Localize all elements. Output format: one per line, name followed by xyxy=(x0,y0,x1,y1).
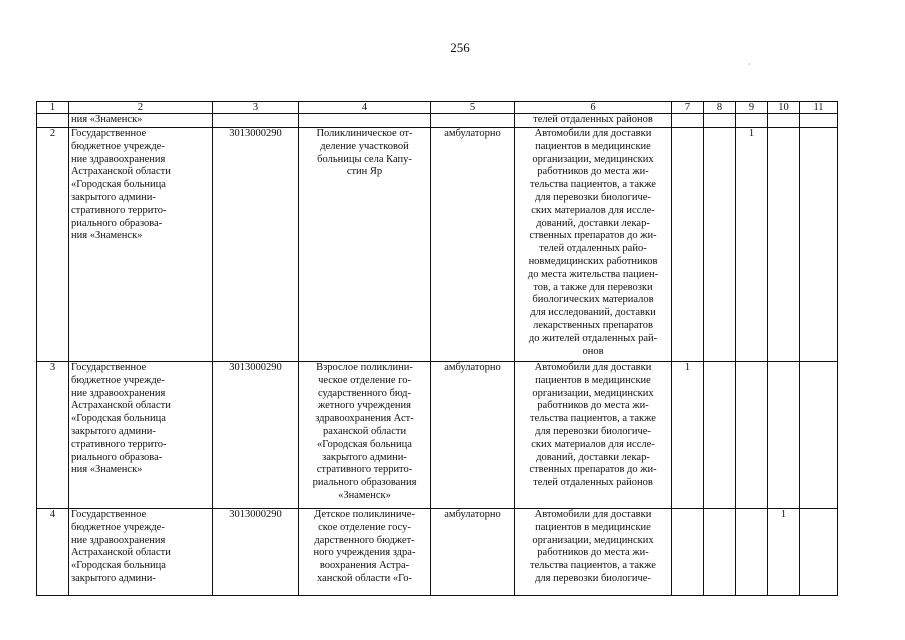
structural-unit xyxy=(299,362,431,509)
column-number-6: 6 xyxy=(515,102,672,114)
institution-code: 3013000290 xyxy=(213,128,299,362)
structural-unit-line: воохранения Астра- xyxy=(319,560,410,572)
vehicle-purpose-line: ственных препаратов до жи- xyxy=(529,464,657,476)
vehicle-purpose-line: организации, медицинских xyxy=(532,387,654,399)
vehicle-purpose-line: организации, медицинских xyxy=(532,534,654,546)
column-number-10: 10 xyxy=(768,102,800,114)
vehicle-purpose-line: для перевозки биологиче- xyxy=(535,425,651,437)
continuation-cell-9 xyxy=(736,114,768,128)
organization-name xyxy=(69,362,213,509)
vehicle-purpose-line: онов xyxy=(582,345,604,357)
vehicle-purpose-line: Автомобили для доставки xyxy=(534,509,652,520)
vehicle-purpose-line: дований, доставки лекар- xyxy=(536,217,650,229)
vehicle-purpose-line: Автомобили для доставки xyxy=(534,128,652,139)
structural-unit-line: жетного учреждения xyxy=(318,400,411,412)
organization-name-line: «Городская больница xyxy=(71,560,166,572)
count-col-9 xyxy=(736,362,768,509)
count-col-10: 1 xyxy=(768,509,800,596)
organization-name-line: ния «Знаменск» xyxy=(71,464,143,476)
organization-name-line: ние здравоохранения xyxy=(71,387,166,399)
organization-name-line: Астраханской области xyxy=(71,166,171,178)
count-col-9 xyxy=(736,509,768,596)
count-col-8 xyxy=(704,362,736,509)
column-number-header-row xyxy=(37,102,838,114)
structural-unit-line: деление участковой xyxy=(320,140,409,152)
structural-unit-line: больницы села Капу- xyxy=(317,153,412,165)
count-col-8 xyxy=(704,128,736,362)
column-number-11: 11 xyxy=(800,102,838,114)
vehicle-purpose-line: пациентов в медицинские xyxy=(535,521,651,533)
count-col-7: 1 xyxy=(672,362,704,509)
vehicle-purpose-line: тельства пациентов, а также xyxy=(530,560,656,572)
vehicle-purpose-line: до места жительства пациен- xyxy=(527,268,659,280)
vehicle-purpose-line: пациентов в медицинские xyxy=(535,374,651,386)
structural-unit-line: дарственного бюджет- xyxy=(314,534,415,546)
row-number: 3 xyxy=(37,362,69,509)
continuation-cell-11 xyxy=(800,114,838,128)
table-row xyxy=(37,362,838,509)
structural-unit-line: раханской области xyxy=(322,425,407,437)
column-number-7: 7 xyxy=(672,102,704,114)
vehicle-purpose-line: ственных препаратов до жи- xyxy=(529,230,657,242)
structural-unit-line: ческое отделение го- xyxy=(318,374,411,386)
column-number-2: 2 xyxy=(69,102,213,114)
count-col-10 xyxy=(768,128,800,362)
vehicle-purpose-line: для исследований, доставки xyxy=(530,307,656,319)
table-row xyxy=(37,509,838,596)
count-col-7 xyxy=(672,128,704,362)
row-number: 4 xyxy=(37,509,69,596)
vehicle-purpose-line: тельства пациентов, а также xyxy=(530,413,656,425)
organization-name-line: стративного террито- xyxy=(71,438,167,450)
count-col-8 xyxy=(704,509,736,596)
organization-name-line: Государственное xyxy=(71,362,147,373)
vehicle-purpose-line: для перевозки биологиче- xyxy=(535,191,651,203)
page-number: 256 xyxy=(450,40,470,55)
count-col-11 xyxy=(800,128,838,362)
continuation-purpose-cell: телей отдаленных районов xyxy=(515,114,672,128)
organization-name-line: ние здравоохранения xyxy=(71,534,166,546)
row-number: 2 xyxy=(37,128,69,362)
continuation-cell-10 xyxy=(768,114,800,128)
vehicle-purpose-line: телей отдаленных райо- xyxy=(539,243,647,255)
organization-name-line: Государственное xyxy=(71,128,147,139)
vehicle-purpose-line: работников до места жи- xyxy=(537,166,649,178)
vehicle-purpose-line: работников до места жи- xyxy=(537,400,649,412)
continuation-mode-cell xyxy=(431,114,515,128)
organization-name xyxy=(69,509,213,596)
column-number-8: 8 xyxy=(704,102,736,114)
vehicle-purpose-line: тельства пациентов, а также xyxy=(530,179,656,191)
structural-unit xyxy=(299,509,431,596)
institution-code: 3013000290 xyxy=(213,362,299,509)
structural-unit-line: ское отделение госу- xyxy=(318,521,411,533)
organization-name-line: риального образова- xyxy=(71,451,163,463)
structural-unit-line: Взрослое поликлини- xyxy=(316,362,413,373)
continuation-code-cell xyxy=(213,114,299,128)
vehicle-purpose xyxy=(515,362,672,509)
care-mode: амбулаторно xyxy=(431,362,515,509)
organization-name-line: закрытого админи- xyxy=(71,572,156,584)
organization-name-line: Астраханской области xyxy=(71,547,171,559)
vehicle-purpose-line: тов, а также для перевозки xyxy=(533,281,653,293)
vehicle-purpose-line: Автомобили для доставки xyxy=(534,362,652,373)
organization-name-line: закрытого админи- xyxy=(71,425,156,437)
vehicle-purpose-line: пациентов в медицинские xyxy=(535,140,651,152)
vehicle-purpose xyxy=(515,509,672,596)
care-mode: амбулаторно xyxy=(431,128,515,362)
care-mode: амбулаторно xyxy=(431,509,515,596)
column-number-4: 4 xyxy=(299,102,431,114)
count-col-9: 1 xyxy=(736,128,768,362)
vehicle-purpose-line: биологических материалов xyxy=(532,294,654,306)
structural-unit-line: риального образования xyxy=(312,477,417,489)
structural-unit-line: сударственного бюд- xyxy=(317,387,412,399)
organization-name xyxy=(69,128,213,362)
vehicle-allocation-table xyxy=(36,101,838,596)
structural-unit-line: «Городская больница xyxy=(317,438,412,450)
continuation-row xyxy=(37,114,838,128)
column-number-9: 9 xyxy=(736,102,768,114)
organization-name-line: «Городская больница xyxy=(71,179,166,191)
organization-name-line: бюджетное учрежде- xyxy=(71,374,165,386)
structural-unit-line: стративного террито- xyxy=(316,464,413,476)
vehicle-purpose-line: ских материалов для иссле- xyxy=(531,204,655,216)
structural-unit-line: Детское поликлиниче- xyxy=(314,509,415,520)
institution-code: 3013000290 xyxy=(213,509,299,596)
column-number-1: 1 xyxy=(37,102,69,114)
organization-name-line: Астраханской области xyxy=(71,400,171,412)
structural-unit-line: ханской области «Го- xyxy=(317,572,412,584)
vehicle-purpose xyxy=(515,128,672,362)
count-col-11 xyxy=(800,509,838,596)
continuation-unit-cell xyxy=(299,114,431,128)
continuation-org-cell: ния «Знаменск» xyxy=(69,114,213,128)
organization-name-line: бюджетное учрежде- xyxy=(71,521,165,533)
count-col-7 xyxy=(672,509,704,596)
structural-unit-line: «Знаменск» xyxy=(338,489,391,501)
structural-unit-line: здравоохранения Аст- xyxy=(315,413,414,425)
vehicle-purpose-line: ских материалов для иссле- xyxy=(531,438,655,450)
table-row xyxy=(37,128,838,362)
structural-unit-line: Поликлиническое от- xyxy=(316,128,413,139)
structural-unit-line: стин Яр xyxy=(346,166,383,178)
vehicle-purpose-line: до жителей отдаленных рай- xyxy=(528,332,658,344)
organization-name-line: «Городская больница xyxy=(71,413,166,425)
vehicle-purpose-line: организации, медицинских xyxy=(532,153,654,165)
continuation-number-cell xyxy=(37,114,69,128)
vehicle-purpose-line: телей отдаленных районов xyxy=(533,477,653,489)
vehicle-purpose-line: дований, доставки лекар- xyxy=(536,451,650,463)
scan-speck: · xyxy=(748,60,751,69)
continuation-cell-8 xyxy=(704,114,736,128)
continuation-cell-7 xyxy=(672,114,704,128)
organization-name-line: Государственное xyxy=(71,509,147,520)
count-col-11 xyxy=(800,362,838,509)
organization-name-line: ние здравоохранения xyxy=(71,153,166,165)
organization-name-line: стративного террито- xyxy=(71,204,167,216)
structural-unit xyxy=(299,128,431,362)
structural-unit-line: закрытого админи- xyxy=(322,451,407,463)
vehicle-purpose-line: лекарственных препаратов xyxy=(533,319,653,331)
organization-name-line: ния «Знаменск» xyxy=(71,230,143,242)
column-number-5: 5 xyxy=(431,102,515,114)
vehicle-purpose-line: работников до места жи- xyxy=(537,547,649,559)
count-col-10 xyxy=(768,362,800,509)
organization-name-line: бюджетное учрежде- xyxy=(71,140,165,152)
vehicle-purpose-line: для перевозки биологиче- xyxy=(535,572,651,584)
vehicle-purpose-line: новмедицинских работников xyxy=(528,255,658,267)
organization-name-line: закрытого админи- xyxy=(71,191,156,203)
organization-name-line: риального образова- xyxy=(71,217,163,229)
structural-unit-line: ного учреждения здра- xyxy=(313,547,416,559)
column-number-3: 3 xyxy=(213,102,299,114)
